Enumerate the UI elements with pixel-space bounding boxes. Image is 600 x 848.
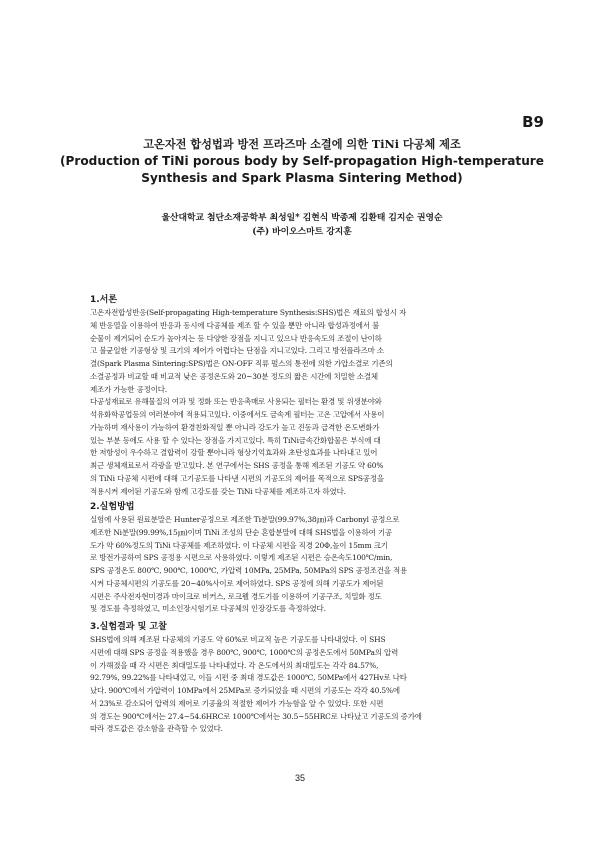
title-english-line1: (Production of TiNi porous body by Self-propagation High-temperature — [60, 154, 544, 168]
paragraph-line: 시켜 다공체시편의 기공도를 20~40%사이로 제어하였다. SPS 공정에 의해 기공도가 제어된 — [90, 578, 384, 588]
section-heading: 3.실험결과 및 고찰 — [90, 622, 167, 632]
paragraph-line: 적용시켜 제어된 기공도와 함께 고강도를 갖는 TiNi 다공체를 제조하고자 하였다. — [90, 486, 346, 496]
paragraph-line: 제조가 가능한 공정이다. — [90, 384, 167, 394]
paragraph-line: 의 TiNi 다공체 시편에 대해 고기공도를 나타낸 시편의 기공도의 제어를 목적으로 SPS공정을 — [90, 473, 384, 483]
title-korean: 고온자전 합성법과 방전 프라즈마 소결에 의한 TiNi 다공체 제조 — [143, 137, 461, 151]
paragraph-line: 실험에 사용된 원료분말은 Hunter공정으로 제조한 Ti분말(99.97%,38㎛)과 Carbonyl 공정으로 — [90, 515, 400, 524]
section-methods — [90, 500, 520, 616]
paragraph-line: 시편은 주사전자현미경과 마이크로 비커스, 로크웰 경도기를 이용하여 기공구조, 치밀화 정도 — [90, 591, 382, 601]
paragraph-line: 있는 부분 등에도 사용 할 수 있다는 장점을 가지고있다. 특히 TiNi금속간화합물은 부식에 대 — [90, 435, 381, 445]
paragraph-line: SHS법에 의해 제조된 다공체의 기공도 약 60%로 비교적 높은 기공도를 나타내었다. 이 SHS — [90, 635, 386, 644]
paragraph-line: 따라 경도값은 감소함을 관측할 수 있었다. — [90, 724, 223, 734]
section-results — [90, 620, 520, 736]
authors-line2: (주) 바이오스마트 강지훈 — [252, 227, 352, 237]
paragraph-line: SPS 공정온도 800℃, 900℃, 1000℃, 가압력 10MPa, 25MPa, 50MPa의 SPS 공정조건을 적용 — [90, 566, 408, 575]
paragraph-line: 한 저항성이 우수하고 결합력이 강할 뿐아니라 형상기억효과와 초탄성효과를 나타내고 있어 — [90, 448, 378, 458]
authors-line1: 울산대학교 첨단소재공학부 최성일* 김현식 박종제 김환태 김지순 권영순 — [161, 213, 443, 223]
page-number: 35 — [294, 773, 305, 783]
paragraph-line: 순물이 제거되어 순도가 높아지는 등 다양한 장점을 지니고 있으나 반응속도의 조절이 난이하 — [90, 333, 382, 343]
paragraph-line: 고 불균일한 기공형상 및 크기의 제어가 어렵다는 단점을 지니고있다. 그리고 방전플라즈마 소 — [90, 346, 384, 356]
paragraph-line: 의 경도는 900℃에서는 27.4~54.6HRC로 1000℃에서는 30.5~55HRC로 나타났고 기공도의 증가에 — [90, 711, 422, 721]
paragraph-line: 이 가해졌을 때 각 시편은 최대밀도를 나타내었다. 각 온도에서의 최대밀도는 각각 84.57%, — [90, 660, 379, 670]
paragraph-line: 석유화학공업등의 여러분야에 적용되고있다. 이중에서도 금속계 필터는 고온 고압에서 사용이 — [90, 410, 385, 419]
paragraph-line: 및 경도를 측정하였고, 미소인장시험기로 다공체의 인장강도를 측정하였다. — [90, 604, 326, 614]
paragraph-line: 로 방전가공하여 SPS 공정용 시편으로 사용하였다. 이렇게 제조된 시편은 승온속도100℃/min, — [90, 553, 393, 563]
paragraph-line: 소결공정과 비교할 때 비교적 낮은 공정온도와 20~30분 정도의 짧은 시간에 치밀한 소결체 — [90, 371, 378, 381]
paragraph-line: 났다. 900℃에서 가압력이 10MPa에서 25MPa로 증가되었을 때 시편의 기공도는 각각 40.5%에 — [90, 686, 400, 695]
paragraph-line: 제조한 Ni분말(99.99%,15㎛)이며 TiNi 조성의 단순 혼합분말에 대해 SHS법을 이용하여 기공 — [90, 527, 392, 537]
paragraph-line: 체 반응열을 이용하여 반응과 동시에 다공체를 제조 할 수 있을 뿐만 아니라 합성과정에서 불 — [90, 320, 380, 330]
abstract-code: B9 — [522, 113, 544, 131]
paragraph-line: 최근 생체재료로서 각광을 받고있다. 본 연구에서는 SHS 공정을 통해 제조된 기공도 약 60% — [90, 461, 384, 470]
paragraph-line: 가능하며 재사용이 가능하여 환경친화적일 뿐 아니라 강도가 높고 진동과 급격한 온도변화가 — [90, 422, 380, 432]
paragraph-line: 92.79%, 99.22%를 나타내었고, 이들 시편 중 최대 경도값은 1000℃, 50MPa에서 427Hv로 나타 — [90, 673, 407, 683]
paragraph-line: 결(Spark Plasma Sintering:SPS)법은 ON-OFF 직류 펄스의 통전에 의한 가압소결로 기존의 — [90, 359, 393, 368]
section-introduction — [90, 293, 520, 498]
paragraph-line: 도가 약 60%정도의 TiNi 다공체를 제조하였다. 이 다공체 시편을 직경 20Φ,높이 15mm 크기 — [90, 540, 388, 550]
paragraph-line: 다공성재료로 유해물질의 여과 및 정화 또는 반응촉매로 사용되는 필터는 환경 및 위생분야와 — [90, 397, 382, 407]
section-heading: 1.서론 — [90, 295, 118, 305]
paragraph-line: 고온자전합성반응(Self-propagating High-temperature Synthesis:SHS)법은 재료의 합성시 자 — [90, 308, 407, 317]
title-block — [40, 136, 564, 187]
authors-block — [40, 211, 564, 239]
title-english-line2: Synthesis and Spark Plasma Sintering Method) — [141, 171, 463, 185]
paragraph-line: 서 23%로 감소되어 압력의 제어로 기공율의 적절한 제어가 가능함을 알 수 있었다. 또한 시편 — [90, 698, 384, 708]
section-heading: 2.실험방법 — [90, 502, 135, 512]
paragraph-line: 시편에 대해 SPS 공정을 적용했을 경우 800℃, 900℃, 1000℃의 공정온도에서 50MPa의 압력 — [90, 647, 399, 657]
